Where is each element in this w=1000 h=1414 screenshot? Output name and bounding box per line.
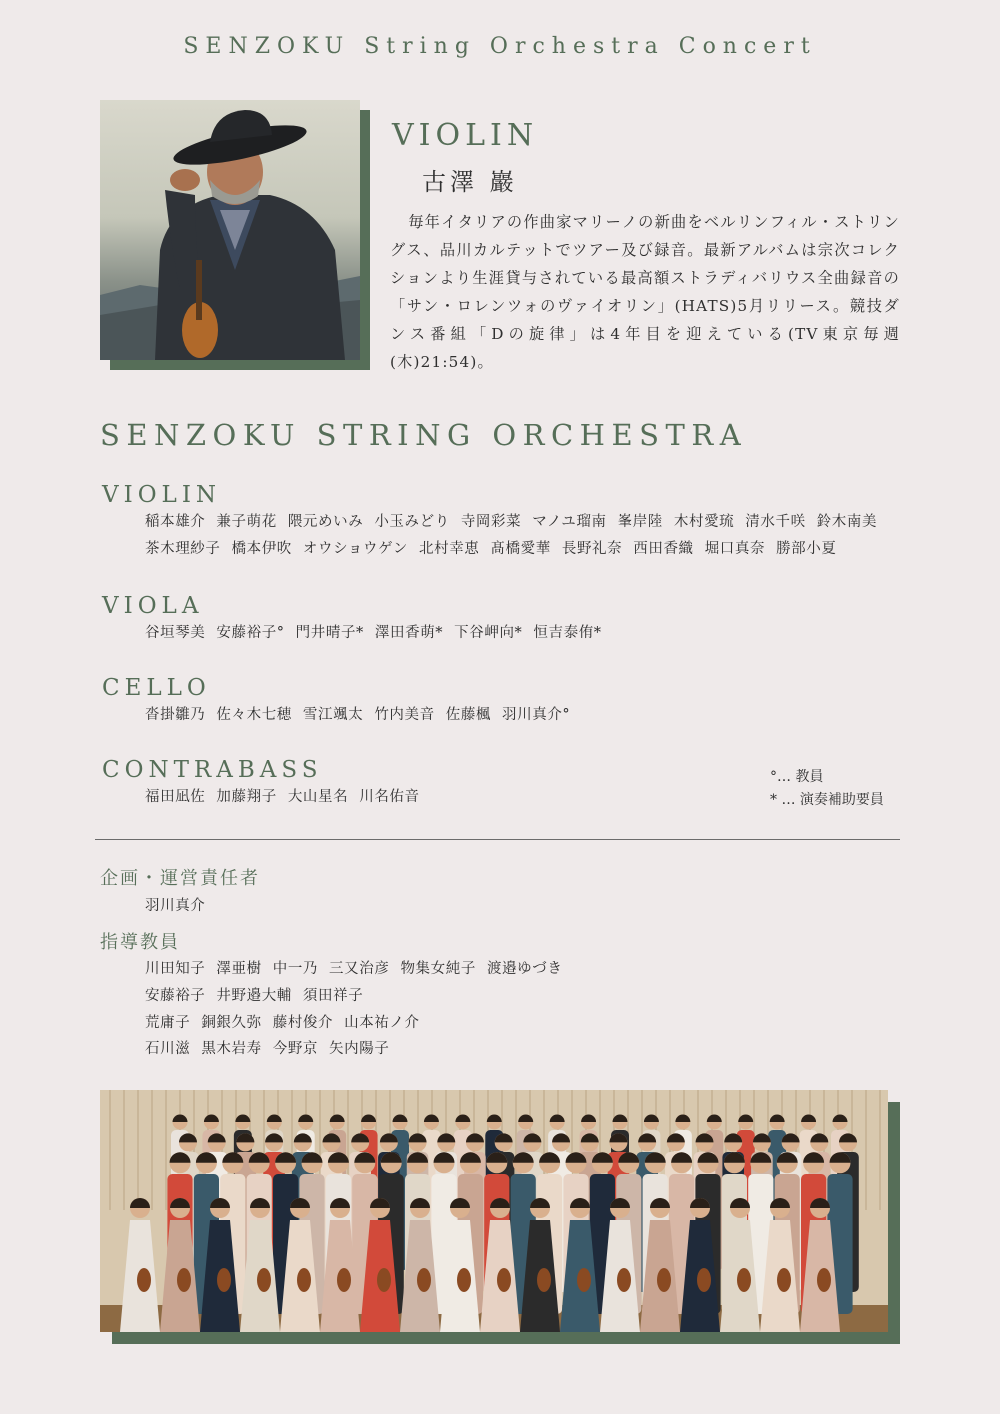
legend-faculty: °… 教員 [770,769,824,785]
member-name: 川田知子 [145,961,206,977]
member-name: 茶木理紗子 [145,541,221,557]
member-name: 中一乃 [272,961,319,977]
violin-members [145,509,905,563]
member-name: 沓掛雛乃 [145,707,206,723]
member-name: 小玉みどり [374,514,450,530]
member-row [145,536,905,563]
member-name: 谷垣琴美 [145,625,206,641]
member-name: 福田凪佐 [145,789,206,805]
soloist-bio: 毎年イタリアの作曲家マリーノの新曲をベルリンフィル・ストリングス、品川カルテットでツアー及び録音。最新アルバムは宗次コレクションより生涯貸与されている最高額ストラディバリウス全曲録音の「サン・ロレンツォのヴァイオリン」(HATS)5月リリース。競技ダンス番組「Dの旋律」は4年目を迎えている(TV東京毎週(木)21:54)。 [390,213,900,371]
producer-heading: 企画・運営責任者 [100,868,260,889]
member-name: 鈴木南美 [816,514,878,530]
producer-names [145,894,216,915]
member-name: 木村愛琉 [673,514,735,530]
viola-section-heading: VIOLA [102,593,204,619]
member-row [145,509,905,536]
member-name: 北村幸恵 [419,541,480,557]
member-name: 竹内美音 [374,707,435,723]
member-name: 藤村俊介 [272,1015,334,1031]
instructors-row [145,1011,431,1032]
member-name: 澤亜樹 [216,961,262,977]
member-name: 西田香織 [633,541,694,557]
member-name: 清水千咲 [745,514,806,530]
member-name: 髙橋愛華 [490,541,551,557]
member-name: 山本祐ノ介 [344,1015,420,1031]
soloist-name: 古澤 巖 [422,168,518,196]
member-name: 橋本伊吹 [231,541,292,557]
member-name: 長野礼奈 [561,541,623,557]
member-name: 寺岡彩菜 [460,514,522,530]
member-name: 羽川真介° [502,707,571,723]
member-row [145,702,905,729]
member-name: 佐藤楓 [445,707,492,723]
member-name: 羽川真介 [145,898,206,914]
member-name: 下谷岬向* [454,625,523,641]
member-name: 堀口真奈 [704,541,766,557]
member-name: 加藤翔子 [216,789,277,805]
member-name: 門井晴子* [295,625,364,641]
member-name: 川名佑音 [359,789,420,805]
member-name: 矢内陽子 [329,1041,390,1057]
instructors-row [145,984,374,1005]
member-name: オウショウゲン [302,541,409,557]
member-name: 澤田香萌* [374,625,444,641]
contrabass-section-heading: CONTRABASS [102,757,323,783]
member-name: 渡邉ゆづき [486,961,563,977]
group-photo [100,1090,888,1332]
member-name: 恒吉泰侑* [533,625,602,641]
member-name: 今野京 [272,1041,319,1057]
member-name: 勝部小夏 [776,541,837,557]
concert-title: SENZOKU String Orchestra Concert [183,34,817,59]
orchestra-title: SENZOKU STRING ORCHESTRA [100,418,748,452]
member-name: 三又治彦 [329,961,390,977]
legend-assistant: * … 演奏補助要員 [770,792,884,808]
member-name: 須田祥子 [302,988,364,1004]
member-name: 井野邉大輔 [216,988,292,1004]
soloist-photo [100,100,360,360]
divider [95,839,900,840]
member-name: 峯岸陸 [617,514,663,530]
member-name: 兼子萌花 [216,514,277,530]
violin-section-heading: VIOLIN [102,482,222,508]
member-name: マノユ瑠南 [532,514,607,530]
instructors-row [145,1037,400,1058]
member-name: 安藤裕子° [216,625,285,641]
member-name: 佐々木七穂 [216,707,292,723]
cello-section-heading: CELLO [102,675,211,701]
member-name: 荒庸子 [145,1015,191,1031]
legend [770,766,884,812]
instructors-heading: 指導教員 [100,932,180,953]
member-name: 雪江颯太 [302,707,364,723]
soloist-section-heading: VIOLIN [392,118,539,153]
cello-members [145,702,905,729]
viola-members [145,620,905,647]
member-name: 大山星名 [287,789,349,805]
instructors-row [145,957,573,978]
member-name: 安藤裕子 [145,988,206,1004]
group-photo-illustration [100,1090,888,1332]
member-row [145,620,905,647]
member-name: 石川滋 [145,1041,191,1057]
member-name: 物集女純子 [400,961,476,977]
member-name: 銅銀久弥 [201,1015,262,1031]
soloist-photo-illustration [100,100,360,360]
member-name: 稲本雄介 [145,514,206,530]
member-name: 黒木岩寿 [201,1041,262,1057]
member-name: 隈元めいみ [287,514,364,530]
